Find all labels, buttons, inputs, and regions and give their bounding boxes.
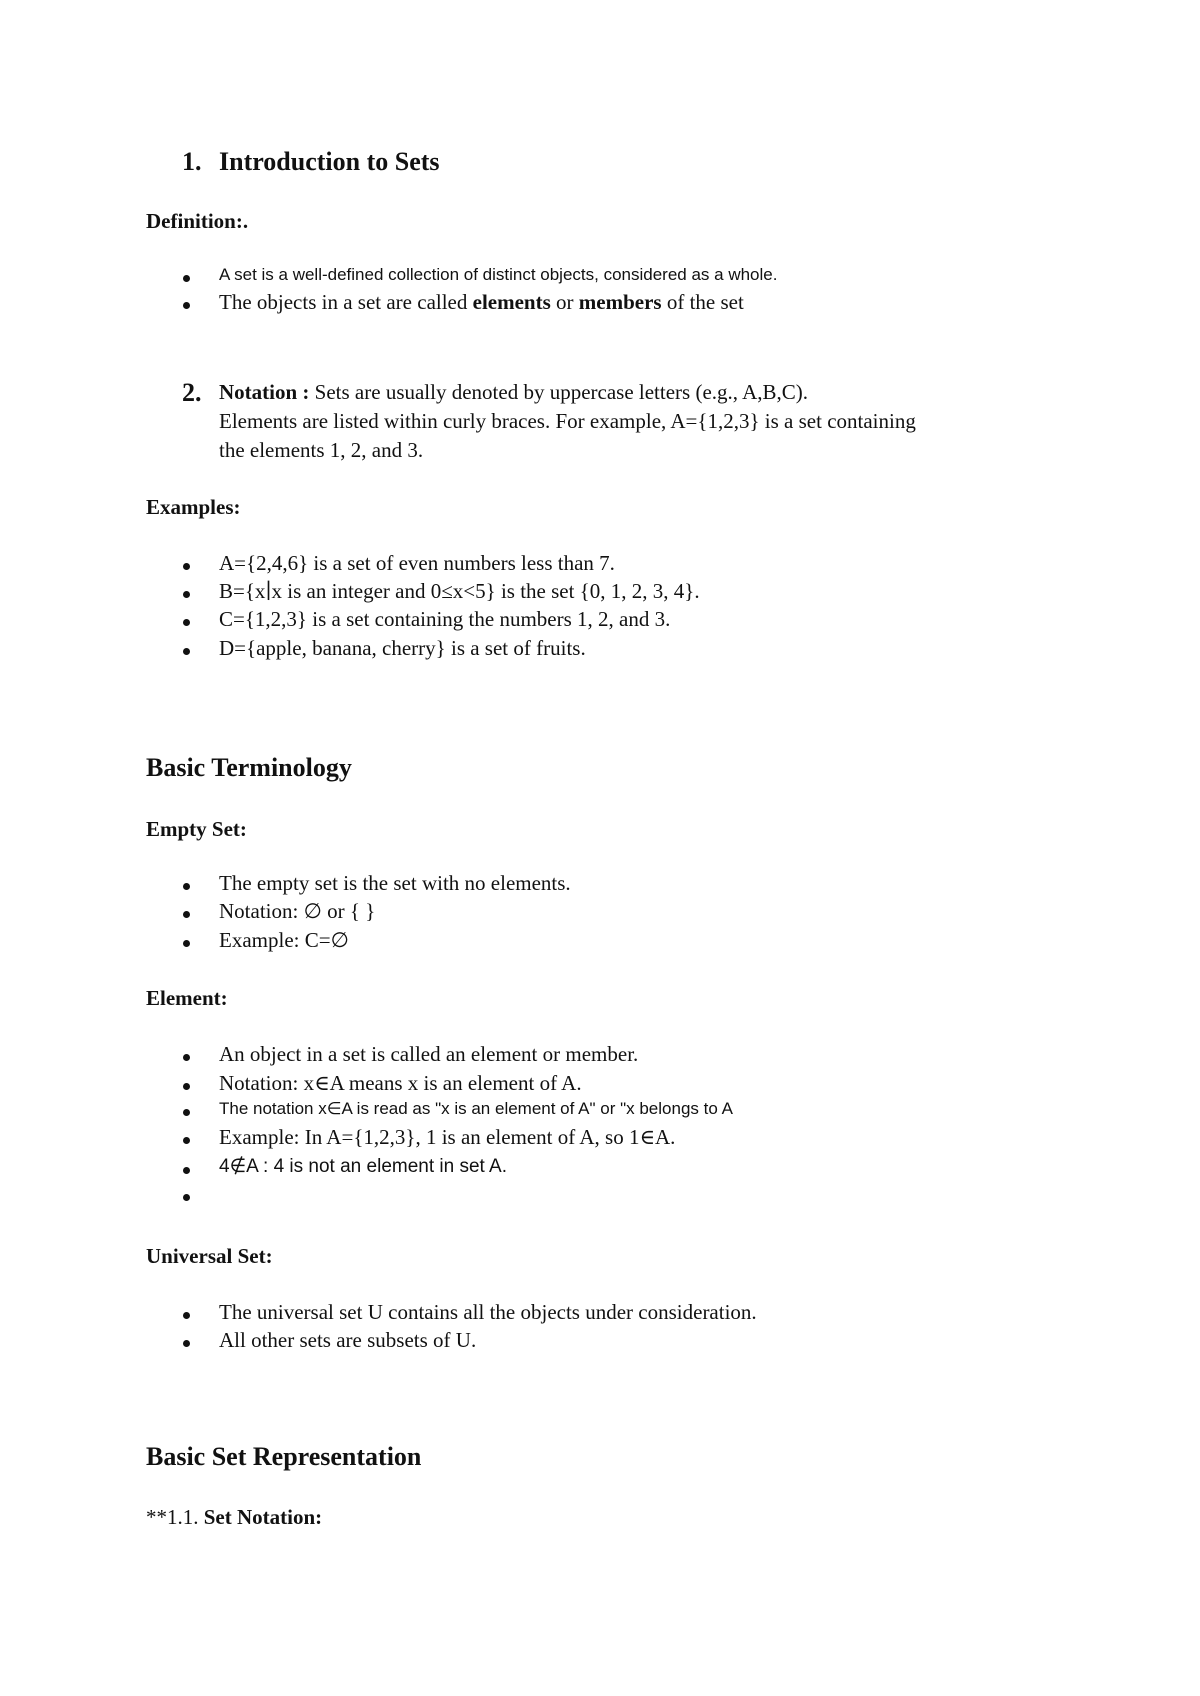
element-item-4: Example: In A={1,2,3}, 1 is an element of A, so 1∈A.: [219, 1125, 676, 1149]
empty-set-item-3: Example: C=∅: [219, 928, 349, 952]
example-item-3: C={1,2,3} is a set containing the numbers 1, 2, and 3.: [219, 607, 671, 631]
terminology-title: Basic Terminology: [146, 753, 352, 782]
definition-item-2: The objects in a set are called elements or members of the set: [219, 290, 744, 314]
element-item-1: An object in a set is called an element or member.: [219, 1042, 639, 1066]
bullet: [183, 302, 190, 309]
universal-set-item-1: The universal set U contains all the objects under consideration.: [219, 1300, 757, 1324]
notation-line-1: Notation : Sets are usually denoted by uppercase letters (e.g., A,B,C).: [219, 380, 809, 404]
bullet: [183, 1167, 190, 1174]
universal-set-item-2: All other sets are subsets of U.: [219, 1328, 477, 1352]
empty-set-label: Empty Set:: [146, 817, 247, 841]
example-item-4: D={apple, banana, cherry} is a set of fruits.: [219, 636, 586, 660]
bullet: [183, 563, 190, 570]
empty-set-item-2: Notation: ∅ or { }: [219, 899, 376, 923]
bullet: [183, 591, 190, 598]
bullet: [183, 275, 190, 282]
bullet: [183, 619, 190, 626]
definition-label: Definition:.: [146, 209, 249, 233]
representation-title: Basic Set Representation: [146, 1442, 422, 1471]
bullet: [183, 940, 190, 947]
bullet: [183, 1137, 190, 1144]
element-item-3: The notation x∈A is read as "x is an element of A" or "x belongs to A: [219, 1099, 733, 1118]
bullet: [183, 1194, 190, 1201]
element-item-2: Notation: x∈A means x is an element of A.: [219, 1071, 582, 1095]
bullet: [183, 1340, 190, 1347]
examples-label: Examples:: [146, 495, 241, 519]
section-1-number: 1.: [182, 147, 202, 176]
bullet: [183, 1312, 190, 1319]
notation-line-3: the elements 1, 2, and 3.: [219, 438, 424, 462]
set-notation-subheading: **1.1. Set Notation:: [146, 1505, 323, 1529]
section-1-title: Introduction to Sets: [219, 147, 440, 176]
element-label: Element:: [146, 986, 228, 1010]
notation-line-2: Elements are listed within curly braces. For example, A={1,2,3} is a set containing: [219, 409, 916, 433]
example-item-1: A={2,4,6} is a set of even numbers less than 7.: [219, 551, 615, 575]
definition-item-1: A set is a well-defined collection of distinct objects, considered as a whole.: [219, 265, 778, 284]
bullet: [183, 1109, 190, 1116]
bullet: [183, 1083, 190, 1090]
universal-set-label: Universal Set:: [146, 1244, 273, 1268]
element-item-5: 4∉A : 4 is not an element in set A.: [219, 1156, 507, 1177]
bullet: [183, 1054, 190, 1061]
bullet: [183, 648, 190, 655]
bullet: [183, 883, 190, 890]
example-item-2: B={x∣x is an integer and 0≤x<5} is the set {0, 1, 2, 3, 4}.: [219, 579, 700, 603]
empty-set-item-1: The empty set is the set with no elements.: [219, 871, 571, 895]
bullet: [183, 911, 190, 918]
section-2-number: 2.: [182, 378, 202, 407]
